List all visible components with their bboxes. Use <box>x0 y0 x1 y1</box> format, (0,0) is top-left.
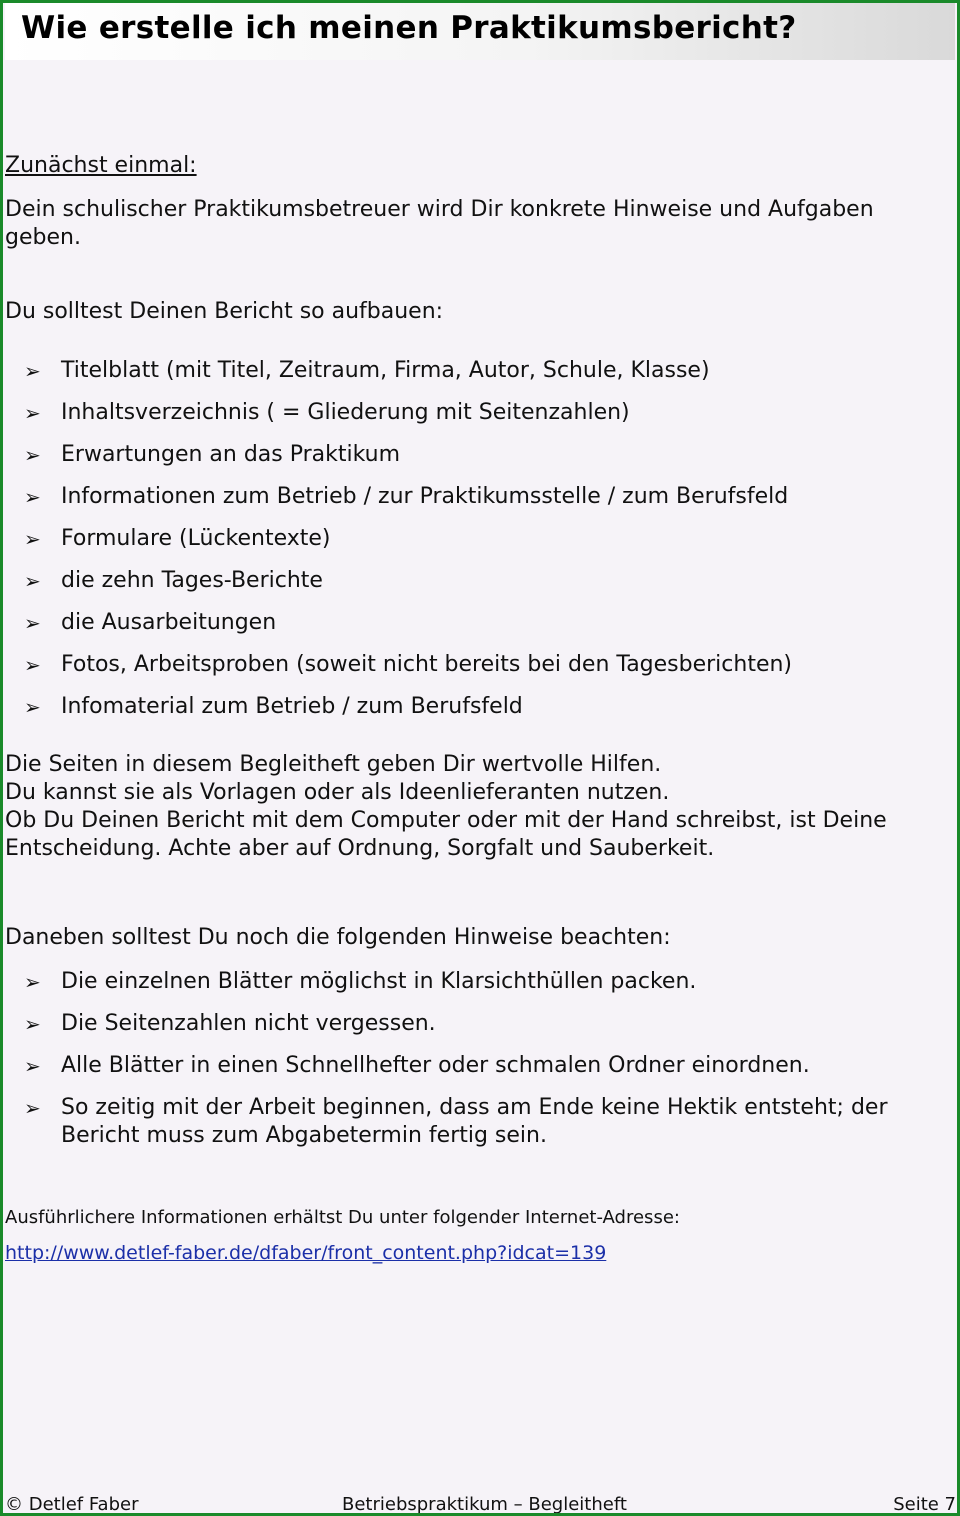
arrow-bullet-icon: ➢ <box>24 527 41 551</box>
arrow-bullet-icon: ➢ <box>24 695 41 719</box>
paragraph-line-1: Die Seiten in diesem Begleitheft geben Dir wertvolle Hilfen. <box>5 752 662 777</box>
paragraph-line-2: Du kannst sie als Vorlagen oder als Ideenlieferanten nutzen. <box>5 780 670 805</box>
structure-heading: Du solltest Deinen Bericht so aufbauen: <box>5 299 444 324</box>
arrow-bullet-icon: ➢ <box>24 970 41 994</box>
arrow-bullet-icon: ➢ <box>24 569 41 593</box>
arrow-bullet-icon: ➢ <box>24 485 41 509</box>
footer-page-number: Seite 7 <box>893 1494 956 1515</box>
page-title: Wie erstelle ich meinen Praktikumsbericht? <box>21 10 797 46</box>
arrow-bullet-icon: ➢ <box>24 401 41 425</box>
arrow-bullet-icon: ➢ <box>24 359 41 383</box>
intro-line-2: geben. <box>5 225 81 250</box>
paragraph-line-3: Ob Du Deinen Bericht mit dem Computer oder mit der Hand schreibst, ist Deine <box>5 808 887 833</box>
arrow-bullet-icon: ➢ <box>24 443 41 467</box>
arrow-bullet-icon: ➢ <box>24 653 41 677</box>
more-info-text: Ausführlichere Informationen erhältst Du unter folgender Internet-Adresse: <box>5 1207 680 1228</box>
footer-author: © Detlef Faber <box>5 1494 139 1515</box>
paragraph-line-4: Entscheidung. Achte aber auf Ordnung, Sorgfalt und Sauberkeit. <box>5 836 715 861</box>
more-info-link[interactable]: http://www.detlef-faber.de/dfaber/front_content.php?idcat=139 <box>5 1242 607 1264</box>
list-item-continuation: Bericht muss zum Abgabetermin fertig sein. <box>61 1123 547 1148</box>
arrow-bullet-icon: ➢ <box>24 611 41 635</box>
arrow-bullet-icon: ➢ <box>24 1096 41 1120</box>
title-bar <box>5 2 955 60</box>
intro-heading: Zunächst einmal: <box>5 153 197 178</box>
footer-booklet-title: Betriebspraktikum – Begleitheft <box>342 1494 627 1515</box>
hints-heading: Daneben solltest Du noch die folgenden Hinweise beachten: <box>5 925 671 950</box>
arrow-bullet-icon: ➢ <box>24 1054 41 1078</box>
arrow-bullet-icon: ➢ <box>24 1012 41 1036</box>
intro-line-1: Dein schulischer Praktikumsbetreuer wird Dir konkrete Hinweise und Aufgaben <box>5 197 874 222</box>
